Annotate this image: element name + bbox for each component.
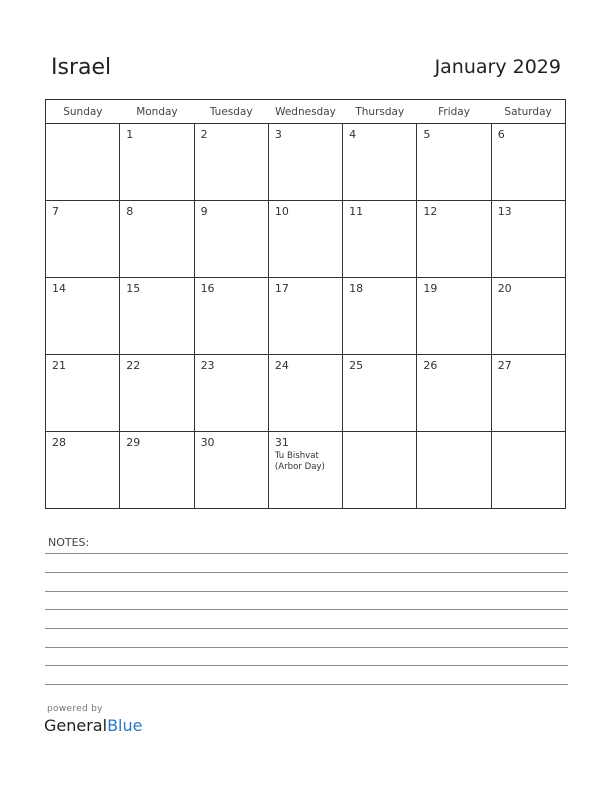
- day-cell: [268, 201, 342, 278]
- day-cell: [343, 124, 417, 201]
- calendar-grid: [45, 99, 566, 509]
- notes-line: [45, 591, 568, 592]
- weekday-header-row: [46, 100, 566, 124]
- day-cell: [194, 432, 268, 509]
- day-cell: [194, 355, 268, 432]
- holiday-name: Tu Bishvat: [274, 451, 319, 461]
- day-cell: [491, 278, 565, 355]
- logo-blue-text: Blue: [107, 716, 143, 735]
- day-cell: [268, 124, 342, 201]
- day-cell: [120, 124, 194, 201]
- notes-line: [45, 647, 568, 648]
- notes-line: [45, 553, 568, 554]
- week-row: [46, 278, 566, 355]
- day-cell: [491, 432, 565, 509]
- weekday-tuesday: Tuesday: [194, 100, 268, 124]
- day-number: [417, 432, 490, 436]
- day-number: 31: [274, 436, 289, 449]
- day-number: 3: [274, 128, 282, 141]
- day-cell: [268, 355, 342, 432]
- day-number: 23: [200, 359, 215, 372]
- notes-label: NOTES:: [48, 536, 90, 549]
- day-cell: [417, 124, 491, 201]
- country-title: Israel: [51, 55, 112, 80]
- day-number: [492, 432, 565, 436]
- day-number: 20: [497, 282, 512, 295]
- notes-line: [45, 665, 568, 666]
- day-cell: [268, 278, 342, 355]
- weekday-saturday: Saturday: [491, 100, 565, 124]
- day-cell: [491, 355, 565, 432]
- day-cell: [268, 432, 342, 509]
- day-number: 18: [349, 282, 364, 295]
- day-number: 17: [274, 282, 289, 295]
- day-cell: [120, 432, 194, 509]
- day-cell: [46, 355, 120, 432]
- day-number: 16: [200, 282, 215, 295]
- day-number: 30: [200, 436, 215, 449]
- day-cell: [46, 278, 120, 355]
- notes-line: [45, 572, 568, 573]
- day-number: 15: [126, 282, 141, 295]
- day-cell: [417, 278, 491, 355]
- weekday-sunday: Sunday: [46, 100, 120, 124]
- day-number: [46, 124, 119, 128]
- day-number: 19: [423, 282, 438, 295]
- day-number: 22: [126, 359, 141, 372]
- day-cell: [46, 124, 120, 201]
- generalblue-logo: [44, 716, 142, 735]
- day-number: 28: [52, 436, 66, 449]
- month-year-title: January 2029: [434, 56, 561, 78]
- day-cell: [46, 201, 120, 278]
- day-number: 29: [126, 436, 141, 449]
- day-cell: [343, 355, 417, 432]
- weekday-wednesday: Wednesday: [268, 100, 342, 124]
- day-cell: [491, 201, 565, 278]
- holiday-subtitle: (Arbor Day): [274, 462, 325, 472]
- day-cell: [417, 201, 491, 278]
- day-number: 24: [274, 359, 289, 372]
- day-cell: [417, 355, 491, 432]
- day-cell: [194, 124, 268, 201]
- day-cell: [491, 124, 565, 201]
- day-cell: [343, 432, 417, 509]
- week-row: [46, 432, 566, 509]
- day-number: 7: [52, 205, 59, 218]
- week-row: [46, 124, 566, 201]
- day-number: 5: [423, 128, 431, 141]
- holiday-label: [269, 449, 342, 473]
- day-cell: [120, 201, 194, 278]
- day-number: 27: [497, 359, 512, 372]
- day-cell: [120, 278, 194, 355]
- week-row: [46, 201, 566, 278]
- day-number: 26: [423, 359, 438, 372]
- day-number: 10: [274, 205, 289, 218]
- day-number: 12: [423, 205, 438, 218]
- day-number: 6: [497, 128, 505, 141]
- day-number: 25: [349, 359, 364, 372]
- weekday-thursday: Thursday: [343, 100, 417, 124]
- day-cell: [343, 278, 417, 355]
- powered-by-text: powered by: [47, 704, 103, 714]
- day-cell: [194, 201, 268, 278]
- day-number: [343, 432, 416, 436]
- day-number: 9: [200, 205, 208, 218]
- day-cell: [417, 432, 491, 509]
- logo-general-text: General: [44, 716, 108, 735]
- day-number: 2: [200, 128, 208, 141]
- day-cell: [120, 355, 194, 432]
- notes-line: [45, 684, 568, 685]
- weekday-friday: Friday: [417, 100, 491, 124]
- day-cell: [343, 201, 417, 278]
- day-number: 14: [52, 282, 66, 295]
- day-number: 1: [126, 128, 134, 141]
- day-number: 21: [52, 359, 66, 372]
- day-number: 8: [126, 205, 134, 218]
- notes-line: [45, 628, 568, 629]
- day-number: 13: [497, 205, 512, 218]
- day-cell: [46, 432, 120, 509]
- day-number: 4: [349, 128, 357, 141]
- week-row: [46, 355, 566, 432]
- day-cell: [194, 278, 268, 355]
- weekday-monday: Monday: [120, 100, 194, 124]
- notes-line: [45, 609, 568, 610]
- day-number: 11: [349, 205, 364, 218]
